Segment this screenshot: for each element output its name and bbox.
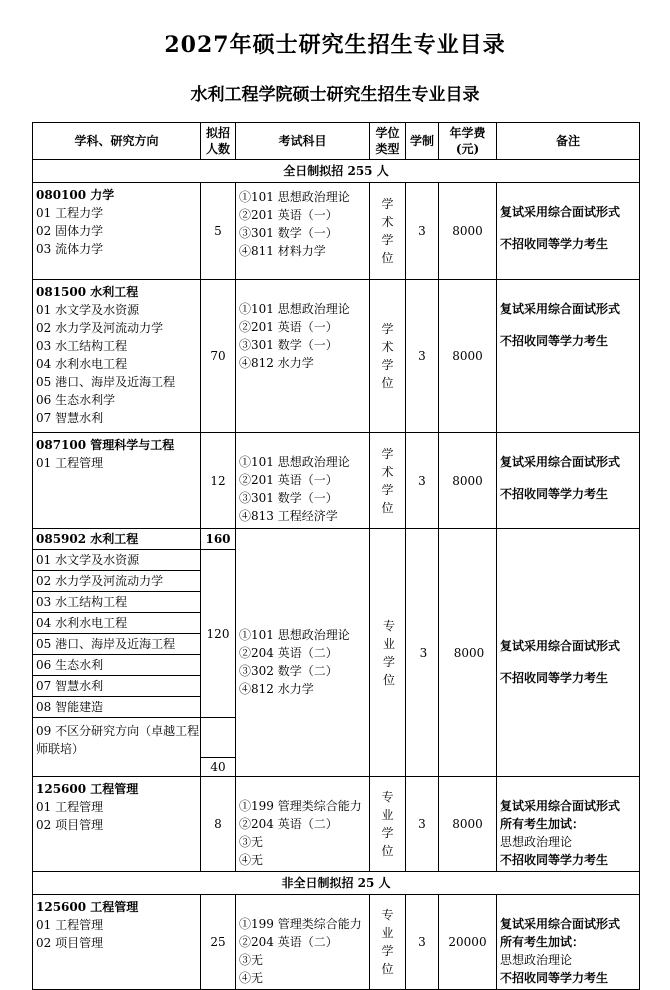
fee-cell: 8000 <box>439 529 497 777</box>
page-subtitle: 水利工程学院硕士研究生招生专业目录 <box>190 85 480 105</box>
major-cell: 080100 力学 01 工程力学 02 固体力学 03 流体力学 <box>33 183 201 280</box>
section-row-parttime <box>33 872 640 895</box>
table-row <box>33 183 640 280</box>
direction-cell: 05 港口、海岸及近海工程 <box>33 634 201 655</box>
direction-cell: 08 智能建造 <box>33 697 201 718</box>
major-cell: 125600 工程管理 01 工程管理 02 项目管理 <box>33 895 201 990</box>
years-cell: 3 <box>406 529 439 777</box>
quota-cell: 40 <box>201 758 236 777</box>
years-cell: 3 <box>406 777 439 872</box>
major-cell: 087100 管理科学与工程 01 工程管理 <box>33 433 201 529</box>
catalog-table <box>32 122 640 990</box>
table-row <box>33 895 640 990</box>
degree-cell: 学 术 学 位 <box>370 433 406 529</box>
header-note: 备注 <box>497 123 640 160</box>
years-cell: 3 <box>406 433 439 529</box>
table-row <box>33 280 640 433</box>
note-cell: 复试采用综合面试形式 不招收同等学力考生 <box>497 183 640 280</box>
quota-cell: 5 <box>201 183 236 280</box>
section-fulltime: 全日制拟招 255 人 <box>33 160 640 183</box>
header-degree: 学位 类型 <box>370 123 406 160</box>
direction-cell: 04 水利水电工程 <box>33 613 201 634</box>
years-cell: 3 <box>406 183 439 280</box>
quota-cell: 120 <box>201 550 236 718</box>
exam-cell: ①199 管理类综合能力 ②204 英语（二） ③无 ④无 <box>236 777 370 872</box>
degree-cell: 专 业 学 位 <box>370 529 406 777</box>
direction-cell: 03 水工结构工程 <box>33 592 201 613</box>
note-cell: 复试采用综合面试形式 不招收同等学力考生 <box>497 433 640 529</box>
fee-cell: 8000 <box>439 183 497 280</box>
quota-cell: 25 <box>201 895 236 990</box>
years-cell: 3 <box>406 280 439 433</box>
direction-cell: 09 不区分研究方向（卓越工程师联培） <box>33 718 201 777</box>
header-major: 学科、研究方向 <box>33 123 201 160</box>
table-row <box>33 433 640 529</box>
major-cell: 125600 工程管理 01 工程管理 02 项目管理 <box>33 777 201 872</box>
fee-cell: 20000 <box>439 895 497 990</box>
exam-cell: ①101 思想政治理论 ②201 英语（一） ③301 数学（一） ④811 材料力学 <box>236 183 370 280</box>
direction-cell: 01 水文学及水资源 <box>33 550 201 571</box>
quota-cell: 70 <box>201 280 236 433</box>
degree-cell: 专 业 学 位 <box>370 895 406 990</box>
page-title: 2027年硕士研究生招生专业目录 <box>164 32 506 58</box>
exam-cell: ①101 思想政治理论 ②201 英语（一） ③301 数学（一） ④813 工程经济学 <box>236 433 370 529</box>
header-row <box>33 123 640 160</box>
years-cell: 3 <box>406 895 439 990</box>
exam-cell: ①101 思想政治理论 ②201 英语（一） ③301 数学（一） ④812 水力学 <box>236 280 370 433</box>
exam-cell: ①199 管理类综合能力 ②204 英语（二） ③无 ④无 <box>236 895 370 990</box>
note-cell: 复试采用综合面试形式 不招收同等学力考生 <box>497 529 640 777</box>
fee-cell: 8000 <box>439 433 497 529</box>
exam-cell: ①101 思想政治理论 ②204 英语（二） ③302 数学（二） ④812 水力学 <box>236 529 370 777</box>
quota-cell: 8 <box>201 777 236 872</box>
major-code-cell: 085902 水利工程 <box>33 529 201 550</box>
direction-cell: 02 水力学及河流动力学 <box>33 571 201 592</box>
section-parttime: 非全日制拟招 25 人 <box>33 872 640 895</box>
header-years: 学制 <box>406 123 439 160</box>
degree-cell: 专 业 学 位 <box>370 777 406 872</box>
section-row-fulltime <box>33 160 640 183</box>
quota-cell: 12 <box>201 433 236 529</box>
note-cell: 复试采用综合面试形式 所有考生加试： 思想政治理论 不招收同等学力考生 <box>497 777 640 872</box>
header-exam: 考试科目 <box>236 123 370 160</box>
major-cell: 081500 水利工程 01 水文学及水资源 02 水力学及河流动力学 03 水工结构工程 04 水利水电工程 05 港口、海岸及近海工程 06 生态水利学 07 智慧水利 <box>33 280 201 433</box>
note-cell: 复试采用综合面试形式 不招收同等学力考生 <box>497 280 640 433</box>
degree-cell: 学 术 学 位 <box>370 280 406 433</box>
note-cell: 复试采用综合面试形式 所有考生加试： 思想政治理论 不招收同等学力考生 <box>497 895 640 990</box>
fee-cell: 8000 <box>439 777 497 872</box>
table-row <box>33 777 640 872</box>
fee-cell: 8000 <box>439 280 497 433</box>
total-quota-cell: 160 <box>201 529 236 550</box>
degree-cell: 学 术 学 位 <box>370 183 406 280</box>
table-row <box>33 529 640 550</box>
header-fee: 年学费 (元) <box>439 123 497 160</box>
direction-cell: 07 智慧水利 <box>33 676 201 697</box>
direction-cell: 06 生态水利 <box>33 655 201 676</box>
header-quota: 拟招 人数 <box>201 123 236 160</box>
